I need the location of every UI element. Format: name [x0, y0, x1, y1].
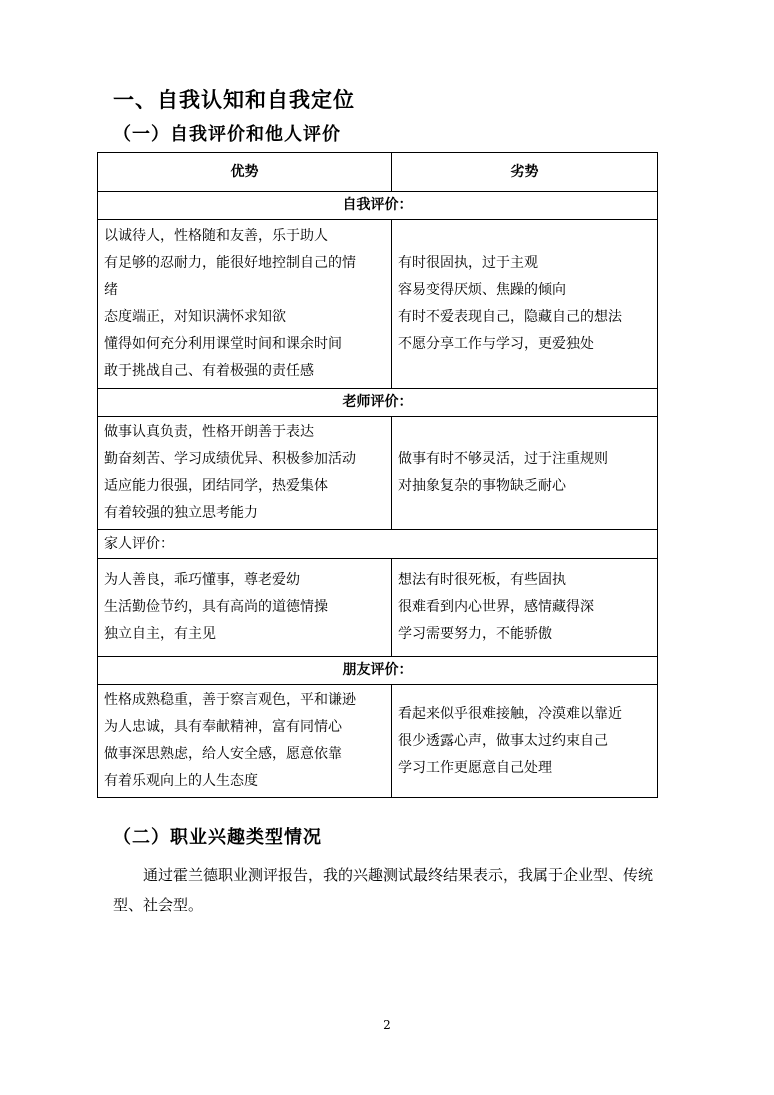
interest-paragraph: 通过霍兰德职业测评报告，我的兴趣测试最终结果表示，我属于企业型、传统型、社会型。 [113, 866, 654, 914]
strength-line: 性格成熟稳重，善于察言观色，平和谦逊 [104, 692, 356, 708]
strength-line: 有着较强的独立思考能力 [104, 505, 258, 521]
friends-weaknesses-cell [392, 685, 658, 798]
strength-line: 有着乐观向上的人生态度 [104, 773, 258, 789]
self-evaluation-label: 自我评价： [98, 192, 658, 220]
teacher-strengths-cell [98, 417, 392, 530]
weakness-line: 学习工作更愿意自己处理 [398, 759, 552, 776]
friends-strengths-cell [98, 685, 392, 798]
weakness-line: 做事有时不够灵活，过于注重规则 [398, 451, 608, 467]
strength-line: 以诚待人，性格随和友善，乐于助人 [104, 228, 328, 244]
strength-line: 生活勤俭节约，具有高尚的道德情操 [104, 599, 328, 615]
family-evaluation-label: 家人评价： [98, 530, 658, 559]
family-strengths-cell [98, 559, 392, 657]
weakness-line: 有时不爱表现自己，隐藏自己的想法 [398, 309, 622, 325]
teacher-evaluation-label: 老师评价： [98, 389, 658, 417]
strength-line: 有足够的忍耐力，能很好地控制自己的情 [104, 255, 356, 271]
strength-line: 独立自主，有主见 [104, 626, 216, 642]
subsection-heading-interest: （二）职业兴趣类型情况 [113, 827, 322, 848]
weakness-line: 有时很固执，过于主观 [398, 255, 538, 271]
strength-line: 绪 [104, 282, 118, 298]
self-weaknesses-cell [392, 220, 658, 389]
self-strengths-cell [98, 220, 392, 389]
strength-line: 勤奋刻苦、学习成绩优异、积极参加活动 [104, 451, 356, 467]
strength-line: 做事深思熟虑，给人安全感，愿意依靠 [104, 746, 342, 762]
strength-line: 敢于挑战自己、有着极强的责任感 [104, 363, 314, 379]
subsection-heading-evaluation: （一）自我评价和他人评价 [113, 124, 341, 145]
weakness-line: 很难看到内心世界，感情藏得深 [398, 599, 594, 615]
strength-line: 为人忠诚，具有奉献精神，富有同情心 [104, 719, 342, 735]
weakness-line: 不愿分享工作与学习，更爱独处 [398, 336, 594, 352]
weakness-line: 想法有时很死板，有些固执 [398, 572, 566, 588]
friends-evaluation-label: 朋友评价： [98, 657, 658, 685]
weakness-line: 很少透露心声，做事太过约束自己 [398, 732, 608, 749]
weakness-line: 看起来似乎很难接触，冷漠难以靠近 [398, 705, 622, 722]
strength-line: 懂得如何充分利用课堂时间和课余时间 [104, 336, 342, 352]
evaluation-table [97, 152, 658, 798]
strength-line: 做事认真负责，性格开朗善于表达 [104, 424, 314, 440]
weakness-line: 容易变得厌烦、焦躁的倾向 [398, 282, 566, 298]
column-header-strengths: 优势 [98, 153, 392, 192]
weakness-line: 学习需要努力，不能骄傲 [398, 626, 552, 642]
strength-line: 适应能力很强，团结同学，热爱集体 [104, 478, 328, 494]
page-number: 2 [383, 1018, 391, 1032]
family-weaknesses-cell [392, 559, 658, 657]
weakness-line: 对抽象复杂的事物缺乏耐心 [398, 478, 566, 494]
section-heading: 一、自我认知和自我定位 [113, 88, 355, 112]
column-header-weaknesses: 劣势 [392, 153, 658, 192]
teacher-weaknesses-cell [392, 417, 658, 530]
strength-line: 为人善良，乖巧懂事，尊老爱幼 [104, 572, 300, 588]
strength-line: 态度端正，对知识满怀求知欲 [104, 309, 286, 325]
